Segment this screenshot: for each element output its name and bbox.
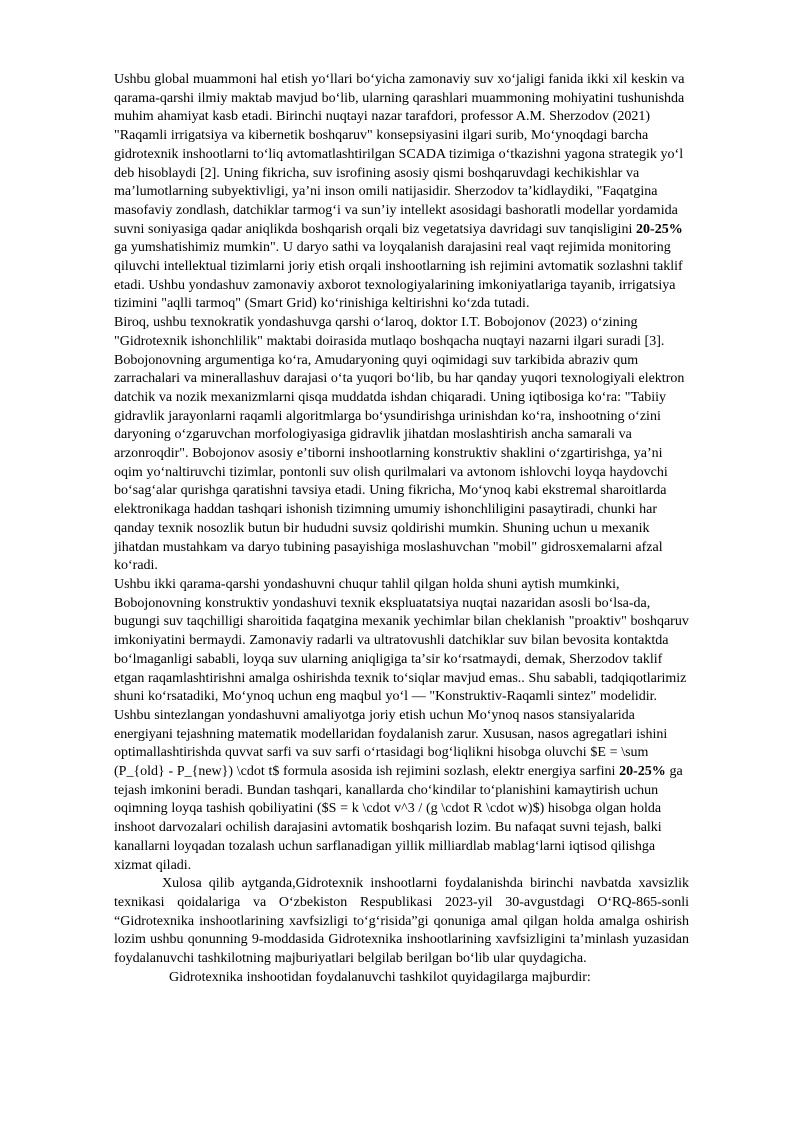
paragraph-6 xyxy=(114,969,689,988)
text-run: Xulosa qilib aytganda,Gidrotexnik inshootlarni foydalanishda birinchi navbatda xavsizlik texnikasi qoidalariga va Oʻzbekiston Respublikasi 2023-yil 30-avgustdagi OʻRQ-865-sonli “Gidrotexnika inshootlarining xavfsizligi toʻgʻrisida”gi qonuniga amal qilgan holda amalga oshirish lozim ushbu qonunning 9-moddasida Gidrotexnika inshootlarining xavfsizligini taʼminlash yuzasidan foydalanuvchi tashkilotning majburiyatlari belgilab berilgan boʻlib ular quydagicha. xyxy=(114,876,689,967)
paragraph-5 xyxy=(114,875,689,969)
paragraph-2 xyxy=(114,314,689,576)
bold-text-run: 20-25% xyxy=(636,221,683,237)
document-content xyxy=(114,71,689,987)
text-run: Gidrotexnika inshootidan foydalanuvchi tashkilot quyidagilarga majburdir: xyxy=(169,969,591,985)
paragraph-3 xyxy=(114,576,689,707)
text-run: Ushbu global muammoni hal etish yoʻllari boʻyicha zamonaviy suv xoʻjaligi fanida ikki xil keskin va qarama-qarshi ilmiy maktab mavjud boʻlib, ularning qarashlari muammoning mohiyatini tushunishda muhim ahamiyat kasb etadi. Birinchi nuqtayi nazar tarafdori, professor A.M. Sherzodov (2021) "Raqamli irrigatsiya va kibernetik boshqaruv" konsepsiyasini ilgari surib, Moʻynoqdagi barcha gidrotexnik inshootlarni toʻliq avtomatlashtirilgan SCADA tizimiga oʻtkazishni yagona strategik yoʻl deb hisoblaydi [2]. Uning fikricha, suv isrofining asosiy qismi boshqaruvdagi kechikishlar va maʼlumotlarning subyektivligi, yaʼni inson omili natijasidir. Sherzodov taʼkidlaydiki, "Faqatgina masofaviy zondlash, datchiklar tarmogʻi va sunʼiy intellekt asosidagi bashoratli modellar yordamida suvni soniyasiga qadar aniqlikda boshqarish orqali biz vegetatsiya davridagi suv tanqisligini xyxy=(114,72,685,237)
paragraph-4 xyxy=(114,707,689,875)
text-run: ga tejash imkonini beradi. Bundan tashqari, kanallarda choʻkindilar toʻplanishini kamaytirish uchun oqimning loyqa tashish qobiliyatini ($S = k \cdot v^3 / (g \cdot R \cdot w)$) hisobga olgan holda inshoot darvozalari ochilish darajasini avtomatik boshqarish lozim. Bu nafaqat suvni tejash, balki kanallarni loyqadan tozalash uchun sarflanadigan yillik milliardlab mablagʻlarni iqtisod qilishga xizmat qiladi. xyxy=(114,764,683,873)
text-run: ga yumshatishimiz mumkin". U daryo sathi va loyqalanish darajasini real vaqt rejimida monitoring qiluvchi intellektual tizimlarni joriy etish orqali inshootlarning ish rejimini avtomatik sozlashni taklif etadi. Ushbu yondashuv zamonaviy axborot texnologiyalarining imkoniyatlariga tayanib, irrigatsiya tizimini "aqlli tarmoq" (Smart Grid) koʻrinishiga keltirishni koʻzda tutadi. xyxy=(114,240,683,312)
text-run: Biroq, ushbu texnokratik yondashuvga qarshi oʻlaroq, doktor I.T. Bobojonov (2023) oʻzining "Gidrotexnik ishonchlilik" maktabi doirasida mutlaqo boshqacha nuqtayi nazarni ilgari suradi [3]. Bobojonovning argumentiga koʻra, Amudaryoning quyi oqimidagi suv tarkibida abraziv qum zarrachalari va minerallashuv darajasi oʻta yuqori boʻlib, bu har qanday yuqori texnologiyali elektron datchik va nozik mexanizmlarni qisqa muddatda ishdan chiqaradi. Uning iqtibosiga koʻra: "Tabiiy gidravlik jarayonlarni raqamli algoritmlarga boʻysundirishga urinishdan koʻra, inshootning oʻzini daryoning oʻzgaruvchan morfologiyasiga gidravlik jihatdan moslashtirish ancha samarali va arzonroqdir". Bobojonov asosiy eʼtiborni inshootlarning konstruktiv shaklini oʻzgartirishga, yaʼni oqim yoʻnaltiruvchi tizimlar, pontonli suv olish qurilmalari va avtonom ishlovchi loyqa haydovchi boʻsagʻalar qurishga qaratishni tavsiya etadi. Uning fikricha, Moʻynoq kabi ekstremal sharoitlarda elektronikaga haddan tashqari ishonish tizimning umumiy ishonchliligini pasaytiradi, chunki har qanday texnik nosozlik butun bir hududni suvsiz qoldirishi mumkin. Shuning uchun u mexanik jihatdan mustahkam va daryo tubining pasayishiga moslashuvchan "mobil" gidrosxemalarni afzal koʻradi. xyxy=(114,315,685,574)
bold-text-run: 20-25% xyxy=(619,764,666,780)
text-run: Ushbu ikki qarama-qarshi yondashuvni chuqur tahlil qilgan holda shuni aytish mumkinki, Bobojonovning konstruktiv yondashuvi texnik ekspluatatsiya nuqtai nazaridan asosli boʻlsa-da, bugungi suv taqchilligi sharoitida faqatgina mexanik yechimlar bilan cheklanish "proaktiv" boshqaruv imkoniyatini bermaydi. Zamonaviy radarli va ultratovushli datchiklar suv bilan bevosita kontaktda boʻlmaganligi sababli, loyqa suv ularning aniqligiga taʼsir koʻrsatmaydi, demak, Sherzodov taklif etgan raqamlashtirishni amalga oshirishda texnik toʻsiqlar mavjud emas.. Shu sababli, tadqiqotlarimiz shuni koʻrsatadiki, Moʻynoq uchun eng maqbul yoʻl — "Konstruktiv-Raqamli sintez" modelidir. xyxy=(114,576,689,705)
text-run: Ushbu sintezlangan yondashuvni amaliyotga joriy etish uchun Moʻynoq nasos stansiyalarida energiyani tejashning matematik modellaridan foydalanish zarur. Xususan, nasos agregatlari ishini optimallashtirishda quvvat sarfi va suv sarfi oʻrtasidagi bogʻliqlikni hisobga oluvchi $E = \sum (P_{old} - P_{new}) \cdot t$ formula asosida ish rejimini sozlash, elektr energiya sarfini xyxy=(114,707,668,780)
paragraph-1 xyxy=(114,71,689,314)
